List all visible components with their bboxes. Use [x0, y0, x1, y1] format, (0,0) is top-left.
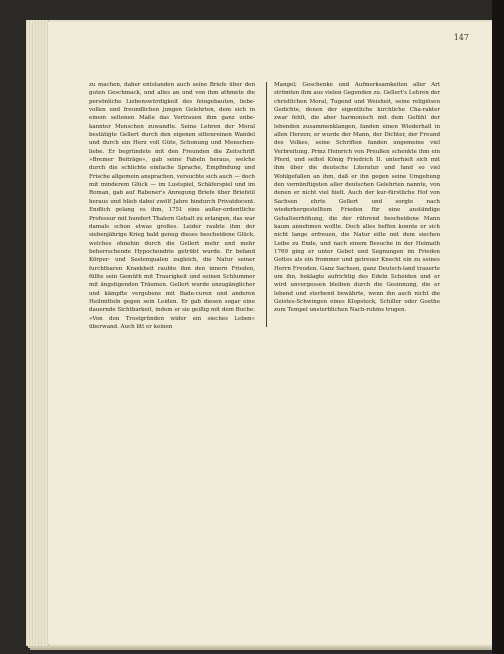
page-number: 147 — [453, 33, 469, 42]
page-edges — [26, 20, 49, 646]
left-text-column: zu machen, daher entstanden auch seine Briefe über den guten Geschmack, und alles an und von ihm athmete die persönliche Liebenswürdigkeit des feingebauten, liebe-vollen und freundlichen jungen Gelehrten, dem sich in einem seltenen Maße das Vertrauen ihm ganz unbe-kannter Menschen zuwandte. Seine Lehren der Moral bestätigte Gellert durch den eigenen sittenreinen Wandel und durch ein Herz voll Güte, Schonung und Menschen-liebe. Er begründete mit den Freunden die Zeitschrift »Bremer Beiträge«, gab seine Fabeln heraus, welche durch die schlichte einfache Sprache, Empfindung und Frische allgemein ansprachen, versuchte sich auch — doch mit minderem Glück — im Lustspiel, Schäferspiel und im Roman, gab auf Rabener's Anregung Briefe über Briefstil heraus und blieb dabei zwölf Jahre hindurch Privatdocent. Endlich gelang es ihm, 1751 eine außer-ordentliche Professur mit hundert Thalern Gehalt zu erlangen, das war damals schon etwas großes. Leider raubte ihm der siebenjährige Krieg bald genug dieses bescheidene Glück, welches ohnehin durch die Gellert mehr und mehr beherrschende Hypochondrie getrübt wurde. Er befand Körper- und Seelenqualen zugleich, die Natur seiner furchtbaren Krankheit raubte ihm den innern Frieden, füllte sein Gemüth mit Traurigkeit und seinen Schlummer mit ängstigenden Träumen. Gellert wurde unzugänglicher und kämpfte vergebens mit Bade-curen und anderen Heilmitteln gegen sein Leiden. Er gab diesen sogar eine dauernde Sichtbarkeit, indem er sie geißig mit dem Buche: »Von den Trostgründen wider ein sieches Leben« überwand. Auch litt er keinen — [89, 82, 255, 330]
right-text-column: Mangel; Geschenke und Aufmerksamkeiten aller Art strömten ihm aus vielen Gegenden zu. Gellert's Lehren der christlichen Moral, Tugend und Weisheit, seine religiösen Gedichte, denen der eigentliche kirchliche Cha-rakter zwar fehlt, die aber harmonisch mit dem Gefühl der lebenden zusammenklangen, fanden einen Wiederhall in allen Herzen; er wurde der Mann, der Dichter, der Freund des Volkes, seine Schriften fanden ungemeine viel Verbreitung. Prinz Heinrich von Preußen schenkte ihm ein Pferd, und selbst König Friedrich II. unterhielt sich mit ihm über die deutsche Literatur und fand so viel Wohlgefallen an ihm, daß er ihn gegen seine Umgebung den vernünftigsten aller deutschen Gelehrten nannte, von denen er nicht viel hielt. Auch der kur-fürstliche Hof von Sachsen ehrte Gellert und sorgte nach wiederhergestelltem Frieden für eine anständige Gehaltserhöhung, die der rührend bescheidene Mann kaum annehmen wollte. Doch alles beffen konnte er sich nicht lange erfreuen, die Natur eilte mit dem siechen Leibe zu Ende, und nach einem Besuche in der Heimath 1769 ging er unter Gebet und Segnungen im Frieden Gottes als ein frommer und getreuer Knecht ein zu seines Herrn Freuden. Ganz Sachsen, ganz Deutsch-land trauerte um ihn, beklagte aufrichtig des Edeln Scheiden und er wird unvergessen bleiben durch die Gesinnung, die er lebend und sterbend bewährte, wenn ihn auch nicht die Geistes-Schwingen eines Klopstock, Schiller oder Goethe zum Tempel unsterblichen Nach-ruhms trugen. — [274, 82, 440, 314]
column-divider — [266, 82, 267, 327]
book-binding — [492, 0, 504, 654]
